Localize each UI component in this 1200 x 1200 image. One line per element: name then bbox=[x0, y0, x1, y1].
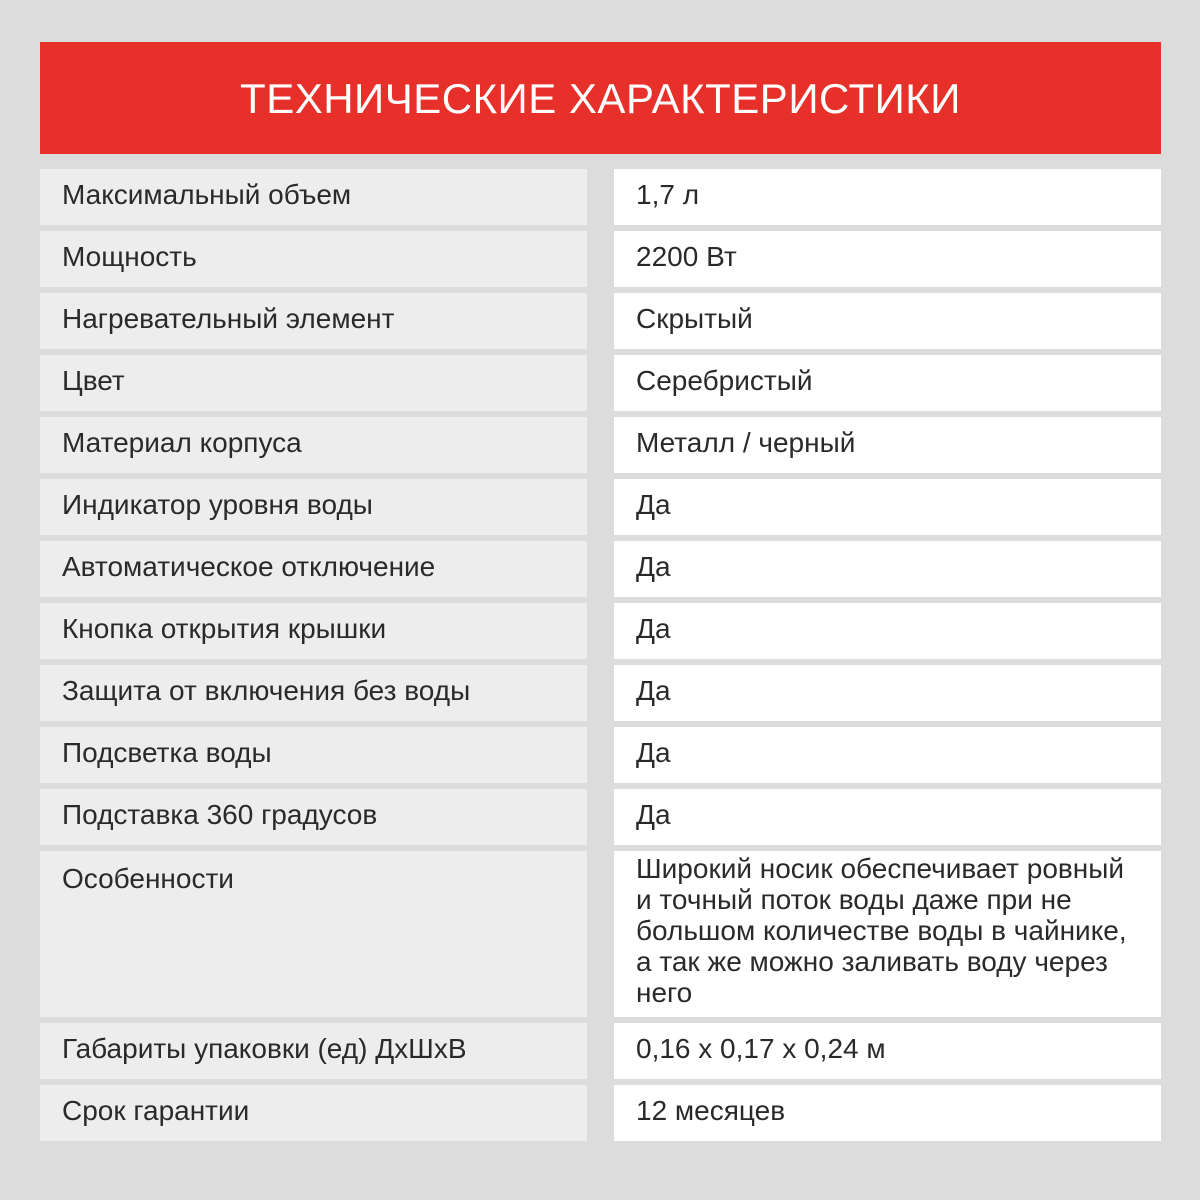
spec-value: Широкий носик обеспечивает ровный и точный поток воды даже при не большом количестве воды в чайнике, а так же можно заливать воду через него bbox=[614, 851, 1161, 1017]
spec-value: 1,7 л bbox=[614, 169, 1161, 225]
spec-value: 0,16 х 0,17 х 0,24 м bbox=[614, 1023, 1161, 1079]
spec-label: Защита от включения без воды bbox=[40, 665, 587, 721]
spec-value: Серебристый bbox=[614, 355, 1161, 411]
spec-label: Индикатор уровня воды bbox=[40, 479, 587, 535]
spec-label: Особенности bbox=[40, 851, 587, 1017]
header-banner bbox=[40, 42, 1161, 154]
spec-row bbox=[40, 169, 1161, 225]
spec-value: 2200 Вт bbox=[614, 231, 1161, 287]
spec-value: Да bbox=[614, 603, 1161, 659]
spec-row bbox=[40, 665, 1161, 721]
spec-row bbox=[40, 851, 1161, 1017]
spec-label: Мощность bbox=[40, 231, 587, 287]
spec-value: Да bbox=[614, 479, 1161, 535]
spec-label: Материал корпуса bbox=[40, 417, 587, 473]
spec-row bbox=[40, 479, 1161, 535]
page-title: ТЕХНИЧЕСКИЕ ХАРАКТЕРИСТИКИ bbox=[240, 75, 961, 122]
spec-row bbox=[40, 231, 1161, 287]
spec-label: Габариты упаковки (ед) ДхШхВ bbox=[40, 1023, 587, 1079]
spec-row bbox=[40, 1085, 1161, 1141]
spec-value: Да bbox=[614, 541, 1161, 597]
spec-label: Максимальный объем bbox=[40, 169, 587, 225]
specs-table bbox=[40, 169, 1161, 1147]
spec-label: Срок гарантии bbox=[40, 1085, 587, 1141]
spec-row bbox=[40, 355, 1161, 411]
spec-label: Цвет bbox=[40, 355, 587, 411]
spec-value: 12 месяцев bbox=[614, 1085, 1161, 1141]
spec-label: Кнопка открытия крышки bbox=[40, 603, 587, 659]
spec-label: Нагревательный элемент bbox=[40, 293, 587, 349]
spec-label: Автоматическое отключение bbox=[40, 541, 587, 597]
spec-row bbox=[40, 789, 1161, 845]
spec-row bbox=[40, 293, 1161, 349]
spec-value: Металл / черный bbox=[614, 417, 1161, 473]
spec-row bbox=[40, 1023, 1161, 1079]
spec-label: Подставка 360 градусов bbox=[40, 789, 587, 845]
spec-row bbox=[40, 603, 1161, 659]
spec-value: Да bbox=[614, 727, 1161, 783]
spec-row bbox=[40, 727, 1161, 783]
spec-value: Да bbox=[614, 789, 1161, 845]
spec-label: Подсветка воды bbox=[40, 727, 587, 783]
spec-row bbox=[40, 417, 1161, 473]
spec-value: Скрытый bbox=[614, 293, 1161, 349]
spec-value: Да bbox=[614, 665, 1161, 721]
spec-row bbox=[40, 541, 1161, 597]
